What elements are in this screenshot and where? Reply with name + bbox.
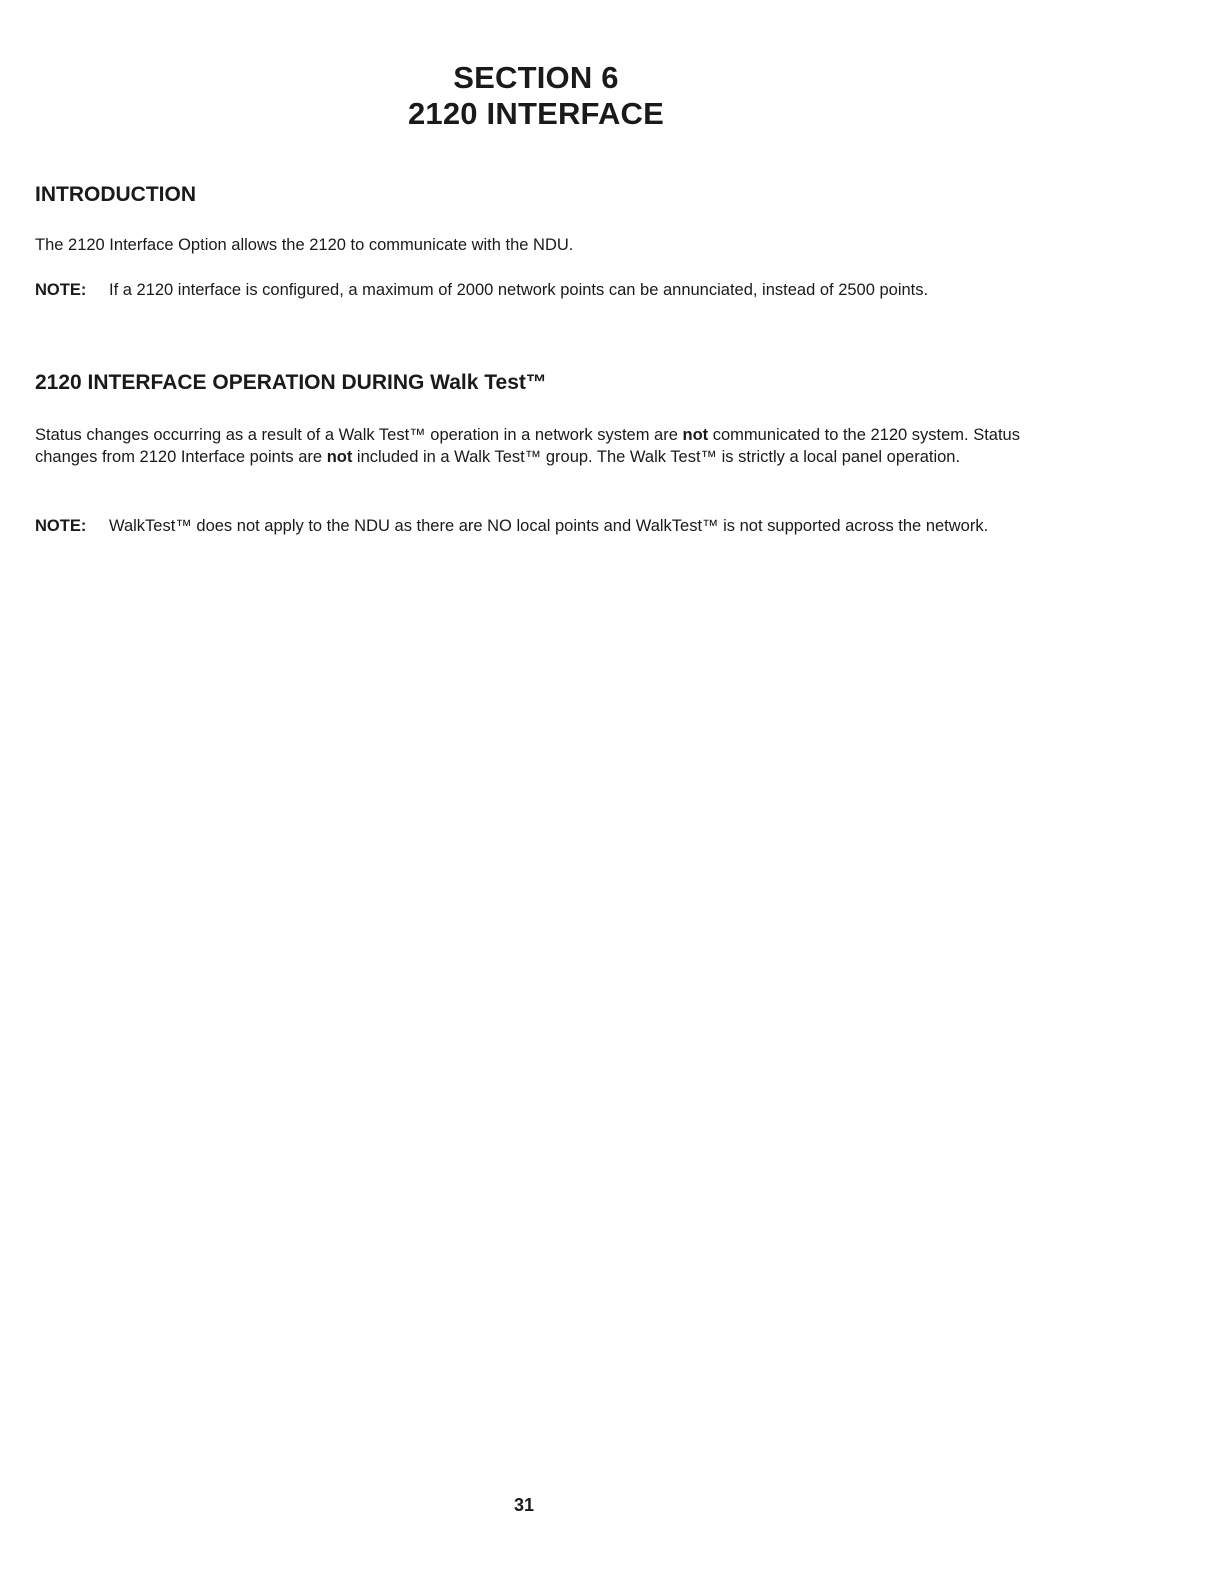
- section-number: SECTION 6: [453, 60, 619, 95]
- walk-test-emphasis-2: not: [326, 448, 353, 466]
- walk-test-heading: 2120 INTERFACE OPERATION DURING Walk Test™: [35, 371, 547, 394]
- walk-test-emphasis-1: not: [682, 426, 709, 444]
- introduction-heading: INTRODUCTION: [35, 183, 196, 206]
- note-label: NOTE:: [35, 517, 87, 535]
- walk-test-paragraph: [35, 424, 1045, 468]
- note-text: WalkTest™ does not apply to the NDU as there are NO local points and WalkTest™ is not supported across the network.: [109, 517, 989, 535]
- page-title: [0, 60, 1072, 132]
- introduction-note: [35, 279, 1045, 301]
- walk-test-text-1: Status changes occurring as a result of a Walk Test™ operation in a network system are: [35, 426, 683, 444]
- walk-test-text-2: communicated to the 2120 system. Status changes from 2120 Interface points are: [35, 426, 1020, 466]
- note-label: NOTE:: [35, 281, 87, 299]
- page-number: 31: [513, 1495, 535, 1515]
- note-text: If a 2120 interface is configured, a maximum of 2000 network points can be annunciated, instead of 2500 points.: [109, 281, 929, 299]
- walk-test-text-3: included in a Walk Test™ group. The Walk Test™ is strictly a local panel operation.: [352, 448, 961, 466]
- walk-test-note: [35, 515, 1045, 537]
- section-title: 2120 INTERFACE: [407, 96, 665, 131]
- introduction-paragraph: The 2120 Interface Option allows the 2120 to communicate with the NDU.: [35, 236, 574, 254]
